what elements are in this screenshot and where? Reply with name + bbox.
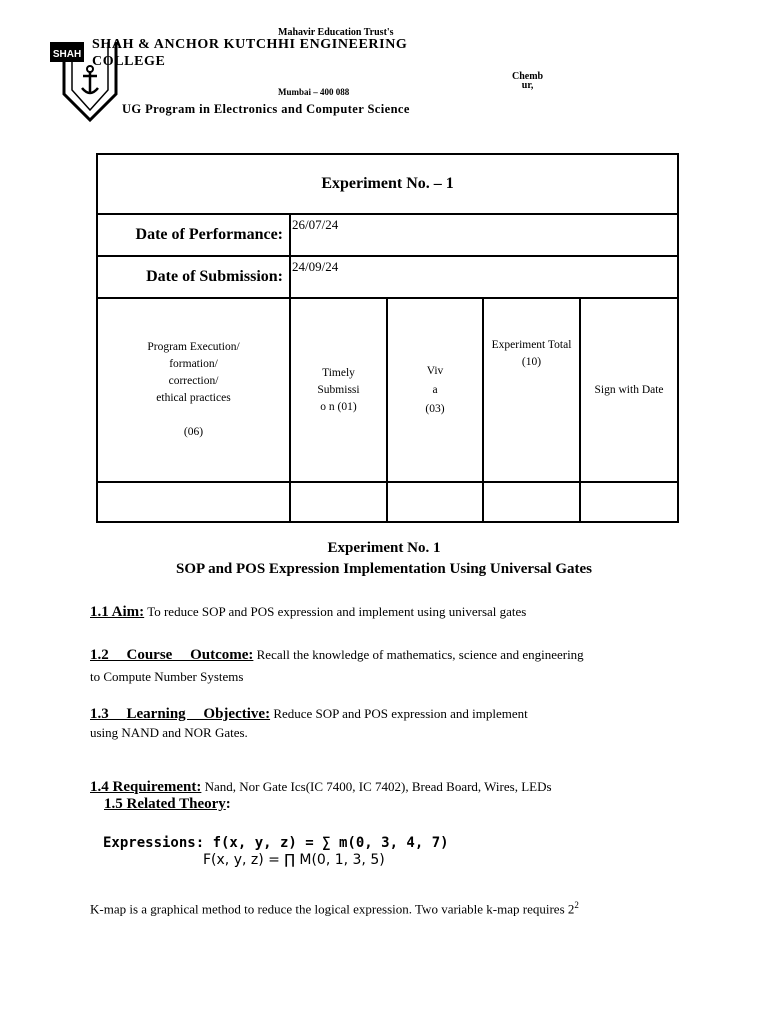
date-performance-value: 26/07/24 xyxy=(290,214,678,256)
score-cell-sign xyxy=(580,482,678,522)
related-theory-heading xyxy=(104,796,231,813)
date-performance-label: Date of Performance: xyxy=(97,214,290,256)
aim-text: To reduce SOP and POS expression and implement using universal gates xyxy=(147,604,527,619)
header-line: (06) xyxy=(183,426,204,438)
learning-objective-text-line2: using NAND and NOR Gates. xyxy=(90,725,248,740)
requirement-label: 1.4 Requirement: xyxy=(90,779,202,795)
header-timely-submission xyxy=(290,298,387,482)
date-submission-value: 24/09/24 xyxy=(290,256,678,298)
course-outcome-section xyxy=(90,647,584,664)
course-outcome-text-line2: to Compute Number Systems xyxy=(90,669,244,684)
score-cell-total xyxy=(483,482,580,522)
learning-objective-text: Reduce SOP and POS expression and implement xyxy=(273,706,528,721)
requirement-text: Nand, Nor Gate Ics(IC 7400, IC 7402), Bread Board, Wires, LEDs xyxy=(204,779,552,794)
corner-text-line2: ur, xyxy=(521,80,534,91)
header-program-execution xyxy=(97,298,290,482)
course-outcome-text: Recall the knowledge of mathematics, science and engineering xyxy=(256,647,584,662)
college-city: Mumbai – 400 088 xyxy=(278,87,350,97)
score-cell-program xyxy=(97,482,290,522)
logo-text: SHAH xyxy=(52,49,82,60)
related-theory-colon: : xyxy=(225,796,231,812)
date-submission-label: Date of Submission: xyxy=(97,256,290,298)
header-experiment-total xyxy=(483,298,580,482)
corner-text-line1: Chemb xyxy=(512,71,544,82)
program-name: UG Program in Electronics and Computer Science xyxy=(122,102,410,116)
kmap-superscript: 2 xyxy=(574,900,579,910)
header-line: Submissi xyxy=(317,383,360,396)
assessment-table xyxy=(96,153,679,523)
aim-section xyxy=(90,604,526,621)
header-viva xyxy=(387,298,483,482)
header-line: Timely xyxy=(322,366,355,379)
header-line: Program Execution/ xyxy=(147,341,240,353)
learning-objective-label: 1.3 Learning Objective: xyxy=(90,706,271,722)
header-line: (10) xyxy=(521,356,542,368)
header-line: formation/ xyxy=(169,358,218,370)
course-outcome-label: 1.2 Course Outcome: xyxy=(90,647,254,663)
college-name-line1: SHAH & ANCHOR KUTCHHI ENGINEERING xyxy=(92,37,408,52)
header-line: correction/ xyxy=(168,375,219,387)
trust-name: Mahavir Education Trust's xyxy=(278,27,394,38)
score-cell-viva xyxy=(387,482,483,522)
expression-pos: F(x, y, z) = ∏ M(0, 1, 3, 5) xyxy=(203,852,385,868)
header-line: a xyxy=(432,383,438,396)
header-line: Sign with Date xyxy=(594,383,664,396)
kmap-paragraph xyxy=(90,900,579,917)
header-line: Experiment Total xyxy=(491,339,572,351)
related-theory-label: 1.5 Related Theory xyxy=(104,796,226,812)
expression-sop: Expressions: f(x, y, z) = ∑ m(0, 3, 4, 7) xyxy=(103,835,449,851)
header-line: Viv xyxy=(426,364,444,377)
college-name-line2: COLLEGE xyxy=(92,54,166,69)
experiment-number: Experiment No. 1 xyxy=(327,540,441,556)
header-sign-with-date xyxy=(580,298,678,482)
requirement-section xyxy=(90,779,552,796)
experiment-title-cell: Experiment No. – 1 xyxy=(97,154,678,214)
header-spacer xyxy=(98,407,289,424)
header-line: ethical practices xyxy=(156,392,231,404)
experiment-title: SOP and POS Expression Implementation Using Universal Gates xyxy=(175,561,593,577)
score-cell-timely xyxy=(290,482,387,522)
header-line: o n (01) xyxy=(320,400,357,413)
header-line: (03) xyxy=(425,402,445,415)
corner-text xyxy=(512,72,543,90)
kmap-text: K-map is a graphical method to reduce the logical expression. Two variable k-map requires 2 xyxy=(90,901,575,917)
aim-label: 1.1 Aim: xyxy=(90,604,145,620)
learning-objective-section xyxy=(90,706,528,723)
